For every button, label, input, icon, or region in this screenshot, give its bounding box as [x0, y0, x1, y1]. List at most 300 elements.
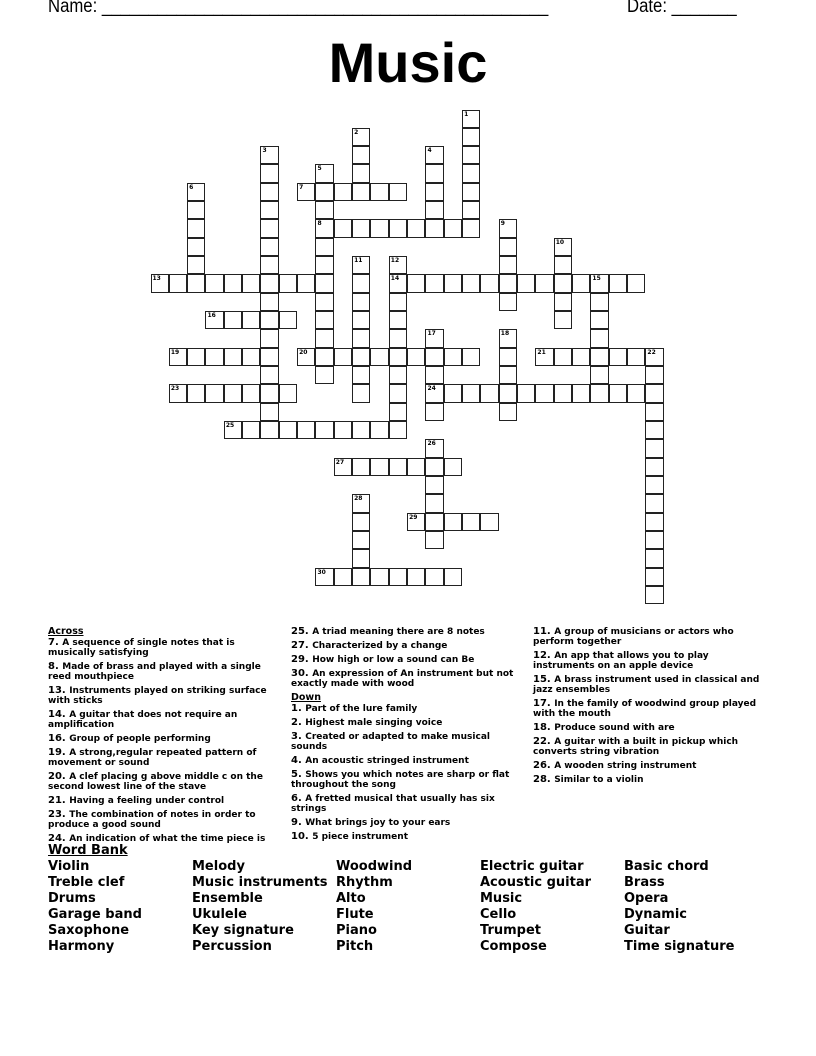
crossword-cell[interactable]	[334, 458, 352, 476]
crossword-cell[interactable]	[205, 384, 223, 402]
crossword-cell[interactable]	[224, 384, 242, 402]
clue-text: An app that allows you to play instruments on an apple device	[533, 651, 709, 671]
clues-column-3	[533, 627, 765, 789]
crossword-cell[interactable]	[315, 274, 333, 292]
crossword-cell[interactable]	[315, 219, 333, 237]
crossword-cell[interactable]	[407, 348, 425, 366]
crossword-cell[interactable]	[590, 384, 608, 402]
crossword-cell[interactable]	[205, 348, 223, 366]
crossword-cell[interactable]	[554, 293, 572, 311]
crossword-cell[interactable]	[260, 183, 278, 201]
crossword-cell[interactable]	[260, 219, 278, 237]
word-bank-column	[624, 859, 734, 955]
crossword-cell[interactable]	[609, 348, 627, 366]
clues-column-1	[48, 627, 278, 848]
crossword-cell[interactable]	[480, 513, 498, 531]
clue-number: 9	[500, 220, 505, 228]
crossword-cell[interactable]	[407, 219, 425, 237]
clue-number: 14.	[48, 709, 70, 720]
crossword-cell[interactable]	[425, 494, 443, 512]
word-bank-word: Violin	[48, 859, 90, 874]
crossword-cell[interactable]	[389, 329, 407, 347]
crossword-cell[interactable]	[609, 384, 627, 402]
crossword-cell[interactable]	[590, 311, 608, 329]
crossword-cell[interactable]	[297, 183, 315, 201]
crossword-cell[interactable]	[187, 274, 205, 292]
crossword-cell[interactable]	[315, 348, 333, 366]
crossword-cell[interactable]	[462, 274, 480, 292]
clue-number: 7	[299, 183, 304, 191]
clue-text: Highest male singing voice	[305, 718, 443, 728]
crossword-cell[interactable]	[352, 164, 370, 182]
crossword-cell[interactable]	[645, 494, 663, 512]
crossword-cell[interactable]	[462, 201, 480, 219]
crossword-cell[interactable]	[645, 586, 663, 604]
crossword-cell[interactable]	[425, 384, 443, 402]
crossword-cell[interactable]	[334, 421, 352, 439]
clue-text: A clef placing g above middle c on the second lowest line of the stave	[48, 772, 263, 792]
across-heading: Across	[48, 626, 84, 637]
crossword-cell[interactable]	[425, 274, 443, 292]
crossword-cell[interactable]	[425, 531, 443, 549]
crossword-cell[interactable]	[499, 403, 517, 421]
crossword-cell[interactable]	[389, 311, 407, 329]
clue-number: 4	[427, 147, 432, 155]
word-bank-word: Acoustic guitar	[480, 875, 592, 890]
crossword-cell[interactable]	[425, 329, 443, 347]
crossword-cell[interactable]	[645, 403, 663, 421]
word-bank-word: Trumpet	[480, 923, 541, 938]
crossword-cell[interactable]	[315, 183, 333, 201]
crossword-cell[interactable]	[407, 458, 425, 476]
clue-item	[48, 810, 278, 830]
clue-text: A sequence of single notes that is musically satisfying	[48, 638, 235, 658]
crossword-cell[interactable]	[645, 476, 663, 494]
crossword-cell[interactable]	[389, 568, 407, 586]
crossword-cell[interactable]	[352, 128, 370, 146]
clue-text: What brings joy to your ears	[305, 818, 451, 828]
crossword-cell[interactable]	[425, 403, 443, 421]
crossword-cell[interactable]	[224, 421, 242, 439]
crossword-cell[interactable]	[554, 256, 572, 274]
crossword-cell[interactable]	[425, 146, 443, 164]
clue-text: A fretted musical that usually has six strings	[291, 794, 495, 814]
crossword-cell[interactable]	[315, 366, 333, 384]
crossword-cell[interactable]	[352, 366, 370, 384]
crossword-cell[interactable]	[315, 256, 333, 274]
name-field[interactable]: Name: ________________________________________________	[48, 0, 549, 17]
crossword-cell[interactable]	[352, 348, 370, 366]
crossword-cell[interactable]	[609, 274, 627, 292]
crossword-cell[interactable]	[187, 219, 205, 237]
crossword-cell[interactable]	[224, 348, 242, 366]
clue-number: 17.	[533, 698, 555, 709]
clue-number: 18.	[533, 722, 555, 733]
crossword-cell[interactable]	[462, 348, 480, 366]
crossword-cell[interactable]	[425, 183, 443, 201]
crossword-cell[interactable]	[425, 513, 443, 531]
clue-item	[291, 732, 521, 752]
crossword-cell[interactable]	[389, 256, 407, 274]
clue-item	[291, 627, 521, 637]
crossword-cell[interactable]	[260, 329, 278, 347]
crossword-cell[interactable]	[187, 201, 205, 219]
clue-number: 28	[354, 495, 363, 503]
crossword-cell[interactable]	[260, 421, 278, 439]
clue-number: 9.	[291, 817, 306, 828]
crossword-cell[interactable]	[370, 348, 388, 366]
clue-number: 26.	[533, 760, 555, 771]
crossword-cell[interactable]	[260, 238, 278, 256]
crossword-cell[interactable]	[535, 384, 553, 402]
clue-text: Produce sound with are	[554, 723, 675, 733]
word-bank-word: Guitar	[624, 923, 670, 938]
crossword-cell[interactable]	[645, 568, 663, 586]
crossword-cell[interactable]	[279, 421, 297, 439]
crossword-cell[interactable]	[352, 311, 370, 329]
clue-number: 11	[354, 257, 363, 265]
word-bank-word: Drums	[48, 891, 96, 906]
clue-number: 18	[500, 330, 510, 338]
clue-number: 13.	[48, 685, 70, 696]
clue-item	[533, 723, 765, 733]
clue-item	[291, 818, 521, 828]
clue-text: A guitar with a built in pickup which converts string vibration	[533, 737, 739, 757]
crossword-cell[interactable]	[389, 366, 407, 384]
clue-number: 11.	[533, 626, 555, 637]
crossword-cell[interactable]	[462, 219, 480, 237]
crossword-cell[interactable]	[590, 348, 608, 366]
clue-number: 5	[317, 165, 322, 173]
crossword-cell[interactable]	[499, 329, 517, 347]
crossword-cell[interactable]	[187, 238, 205, 256]
crossword-cell[interactable]	[425, 458, 443, 476]
crossword-cell[interactable]	[315, 568, 333, 586]
crossword-cell[interactable]	[352, 329, 370, 347]
crossword-cell[interactable]	[370, 568, 388, 586]
word-bank-word: Piano	[336, 923, 377, 938]
crossword-cell[interactable]	[590, 366, 608, 384]
clue-number: 19.	[48, 747, 70, 758]
crossword-cell[interactable]	[554, 384, 572, 402]
crossword-cell[interactable]	[425, 348, 443, 366]
crossword-cell[interactable]	[645, 549, 663, 567]
crossword-cell[interactable]	[444, 458, 462, 476]
crossword-cell[interactable]	[389, 219, 407, 237]
clue-number: 22.	[533, 736, 555, 747]
crossword-cell[interactable]	[315, 293, 333, 311]
crossword-cell[interactable]	[645, 348, 663, 366]
clue-number: 13	[152, 275, 161, 283]
crossword-cell[interactable]	[444, 219, 462, 237]
crossword-cell[interactable]	[407, 274, 425, 292]
crossword-cell[interactable]	[352, 421, 370, 439]
clue-item	[291, 756, 521, 766]
crossword-cell[interactable]	[627, 274, 645, 292]
crossword-cell[interactable]	[334, 219, 352, 237]
crossword-cell[interactable]	[444, 274, 462, 292]
clue-number: 6	[189, 183, 194, 191]
crossword-cell[interactable]	[260, 293, 278, 311]
crossword-cell[interactable]	[425, 219, 443, 237]
crossword-cell[interactable]	[260, 256, 278, 274]
clue-text: Made of brass and played with a single reed mouthpiece	[48, 662, 261, 682]
crossword-cell[interactable]	[407, 568, 425, 586]
crossword-cell[interactable]	[389, 293, 407, 311]
crossword-cell[interactable]	[187, 256, 205, 274]
clue-item	[291, 770, 521, 790]
crossword-cell[interactable]	[499, 219, 517, 237]
clue-number: 21	[537, 348, 546, 356]
crossword-cell[interactable]	[572, 274, 590, 292]
word-bank-word: Dynamic	[624, 907, 688, 922]
crossword-cell[interactable]	[205, 311, 223, 329]
crossword-cell[interactable]	[444, 384, 462, 402]
crossword-cell[interactable]	[444, 513, 462, 531]
crossword-cell[interactable]	[645, 366, 663, 384]
crossword-cell[interactable]	[499, 384, 517, 402]
crossword-cell[interactable]	[352, 549, 370, 567]
word-bank-heading: Word Bank	[48, 843, 128, 858]
crossword-cell[interactable]	[554, 348, 572, 366]
clue-item	[291, 641, 521, 651]
crossword-cell[interactable]	[407, 513, 425, 531]
clue-number: 23	[170, 385, 180, 393]
crossword-cell[interactable]	[480, 384, 498, 402]
clue-text: 5 piece instrument	[312, 832, 408, 842]
crossword-cell[interactable]	[169, 384, 187, 402]
crossword-cell[interactable]	[279, 384, 297, 402]
word-bank-word: Cello	[480, 907, 517, 922]
crossword-cell[interactable]	[499, 293, 517, 311]
word-bank-word: Harmony	[48, 939, 115, 954]
clue-item	[291, 794, 521, 814]
clue-number: 22	[647, 348, 656, 356]
crossword-cell[interactable]	[462, 128, 480, 146]
crossword-cell[interactable]	[260, 146, 278, 164]
clue-number: 20	[299, 348, 308, 356]
crossword-cell[interactable]	[517, 274, 535, 292]
crossword-cell[interactable]	[334, 568, 352, 586]
crossword-cell[interactable]	[352, 568, 370, 586]
crossword-cell[interactable]	[242, 274, 260, 292]
crossword-cell[interactable]	[151, 274, 169, 292]
crossword-cell[interactable]	[242, 348, 260, 366]
clue-text: A wooden string instrument	[554, 761, 697, 771]
crossword-cell[interactable]	[462, 513, 480, 531]
crossword-cell[interactable]	[444, 568, 462, 586]
crossword-cell[interactable]	[645, 531, 663, 549]
word-bank-column	[336, 859, 412, 955]
crossword-cell[interactable]	[370, 219, 388, 237]
crossword-cell[interactable]	[572, 348, 590, 366]
crossword-cell[interactable]	[389, 384, 407, 402]
clue-text: Group of people performing	[69, 734, 211, 744]
crossword-cell[interactable]	[425, 201, 443, 219]
clue-text: Part of the lure family	[305, 704, 418, 714]
crossword-cell[interactable]	[224, 311, 242, 329]
crossword-cell[interactable]	[645, 421, 663, 439]
crossword-cell[interactable]	[297, 421, 315, 439]
crossword-cell[interactable]	[499, 366, 517, 384]
crossword-cell[interactable]	[315, 238, 333, 256]
crossword-cell[interactable]	[315, 421, 333, 439]
clue-number: 29.	[291, 654, 313, 665]
crossword-cell[interactable]	[425, 366, 443, 384]
crossword-cell[interactable]	[627, 384, 645, 402]
crossword-cell[interactable]	[297, 274, 315, 292]
crossword-cell[interactable]	[462, 146, 480, 164]
crossword-cell[interactable]	[425, 476, 443, 494]
clue-item	[533, 675, 765, 695]
crossword-cell[interactable]	[352, 293, 370, 311]
crossword-cell[interactable]	[187, 348, 205, 366]
crossword-cell[interactable]	[554, 311, 572, 329]
crossword-cell[interactable]	[499, 238, 517, 256]
crossword-cell[interactable]	[334, 183, 352, 201]
crossword-cell[interactable]	[535, 274, 553, 292]
crossword-cell[interactable]	[535, 348, 553, 366]
crossword-cell[interactable]	[499, 274, 517, 292]
crossword-cell[interactable]	[554, 274, 572, 292]
crossword-cell[interactable]	[334, 348, 352, 366]
crossword-cell[interactable]	[260, 403, 278, 421]
crossword-cell[interactable]	[645, 458, 663, 476]
crossword-cell[interactable]	[370, 421, 388, 439]
crossword-cell[interactable]	[352, 146, 370, 164]
crossword-cell[interactable]	[205, 274, 223, 292]
clue-item	[291, 655, 521, 665]
crossword-cell[interactable]	[169, 348, 187, 366]
crossword-cell[interactable]	[260, 164, 278, 182]
crossword-cell[interactable]	[370, 183, 388, 201]
crossword-cell[interactable]	[572, 384, 590, 402]
clue-item	[48, 710, 278, 730]
crossword-cell[interactable]	[315, 311, 333, 329]
crossword-cell[interactable]	[499, 256, 517, 274]
clue-number: 23.	[48, 809, 70, 820]
clue-number: 24	[427, 385, 436, 393]
crossword-cell[interactable]	[315, 201, 333, 219]
page-title: Music	[328, 31, 488, 94]
crossword-cell[interactable]	[645, 384, 663, 402]
crossword-cell[interactable]	[645, 439, 663, 457]
crossword-cell[interactable]	[462, 384, 480, 402]
word-bank-column	[48, 859, 142, 955]
clue-number: 21.	[48, 795, 70, 806]
crossword-cell[interactable]	[462, 183, 480, 201]
crossword-cell[interactable]	[352, 494, 370, 512]
down-heading: Down	[291, 692, 321, 703]
clue-text: Instruments played on striking surface with sticks	[48, 686, 267, 706]
crossword-cell[interactable]	[260, 348, 278, 366]
crossword-cell[interactable]	[389, 421, 407, 439]
crossword-cell[interactable]	[425, 568, 443, 586]
crossword-cell[interactable]	[425, 164, 443, 182]
clue-number: 27.	[291, 640, 313, 651]
crossword-cell[interactable]	[242, 384, 260, 402]
crossword-cell[interactable]	[260, 384, 278, 402]
clue-item	[48, 734, 278, 744]
clue-text: A brass instrument used in classical and jazz ensembles	[533, 675, 760, 695]
crossword-cell[interactable]	[590, 329, 608, 347]
clue-item	[533, 651, 765, 671]
crossword-cell[interactable]	[224, 274, 242, 292]
crossword-cell[interactable]	[462, 110, 480, 128]
crossword-cell[interactable]	[260, 311, 278, 329]
crossword-cell[interactable]	[480, 274, 498, 292]
crossword-cell[interactable]	[645, 513, 663, 531]
crossword-cell[interactable]	[389, 403, 407, 421]
crossword-cell[interactable]	[315, 164, 333, 182]
word-bank-word: Music instruments	[192, 875, 328, 890]
crossword-cell[interactable]	[370, 458, 388, 476]
clue-number: 10	[555, 238, 565, 246]
clue-number: 30.	[291, 668, 313, 679]
crossword-cell[interactable]	[260, 274, 278, 292]
crossword-cell[interactable]	[279, 311, 297, 329]
crossword-cell[interactable]	[352, 458, 370, 476]
crossword-cell[interactable]	[169, 274, 187, 292]
crossword-cell[interactable]	[297, 348, 315, 366]
clue-text: A triad meaning there are 8 notes	[312, 627, 485, 637]
crossword-cell[interactable]	[260, 366, 278, 384]
crossword-cell[interactable]	[279, 274, 297, 292]
clue-number: 15	[592, 275, 601, 283]
crossword-cell[interactable]	[315, 329, 333, 347]
clue-number: 14	[390, 275, 400, 283]
word-bank-word: Ukulele	[192, 907, 248, 922]
crossword-cell[interactable]	[352, 219, 370, 237]
crossword-cell[interactable]	[352, 183, 370, 201]
word-bank-column	[192, 859, 328, 955]
crossword-cell[interactable]	[517, 384, 535, 402]
crossword-cell[interactable]	[242, 421, 260, 439]
clue-number: 5.	[291, 769, 306, 780]
crossword-cell[interactable]	[590, 274, 608, 292]
crossword-cell[interactable]	[425, 439, 443, 457]
crossword-cell[interactable]	[260, 201, 278, 219]
crossword-cell[interactable]	[352, 384, 370, 402]
crossword-cell[interactable]	[462, 164, 480, 182]
clue-item	[48, 748, 278, 768]
crossword-cell[interactable]	[352, 513, 370, 531]
crossword-cell[interactable]	[590, 293, 608, 311]
crossword-cell[interactable]	[242, 311, 260, 329]
clue-item	[291, 704, 521, 714]
clue-item	[48, 662, 278, 682]
crossword-cell[interactable]	[389, 183, 407, 201]
crossword-cell[interactable]	[352, 256, 370, 274]
clue-number: 3	[262, 147, 267, 155]
crossword-cell[interactable]	[554, 238, 572, 256]
crossword-cell[interactable]	[389, 348, 407, 366]
crossword-cell[interactable]	[352, 274, 370, 292]
crossword-cell[interactable]	[187, 183, 205, 201]
clue-item	[533, 699, 765, 719]
clue-item	[533, 775, 765, 785]
crossword-cell[interactable]	[187, 384, 205, 402]
crossword-cell[interactable]	[627, 348, 645, 366]
crossword-cell[interactable]	[444, 348, 462, 366]
date-field[interactable]: Date: _______	[627, 0, 737, 17]
crossword-cell[interactable]	[352, 531, 370, 549]
crossword-cell[interactable]	[389, 458, 407, 476]
crossword-cell[interactable]	[389, 274, 407, 292]
clue-number: 4.	[291, 755, 306, 766]
word-bank-word: Rhythm	[336, 875, 393, 890]
crossword-cell[interactable]	[499, 348, 517, 366]
